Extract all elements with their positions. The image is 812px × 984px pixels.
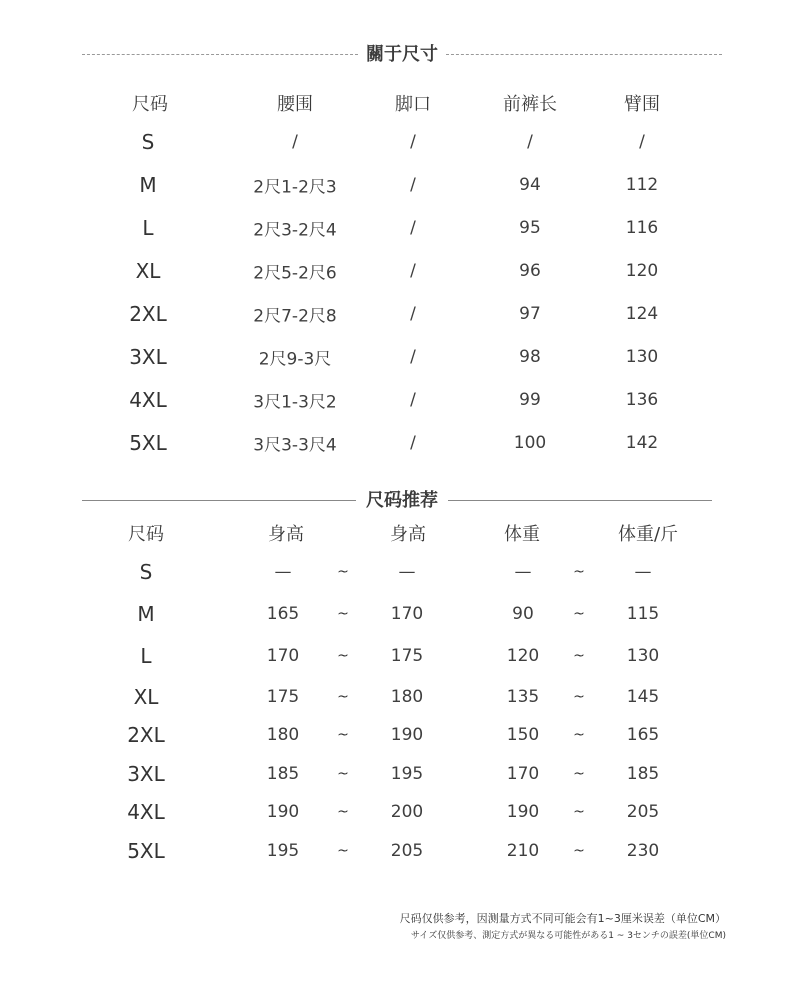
table-cell: 165 <box>626 725 660 745</box>
table-cell: / <box>410 347 416 367</box>
section2-rule-right <box>448 500 712 501</box>
header-front-length: 前裤长 <box>503 94 557 115</box>
table-cell: — <box>398 562 416 582</box>
header-height-max: 身高 <box>390 524 426 545</box>
size-label: 2XL <box>129 302 167 326</box>
table-cell: 142 <box>625 433 659 453</box>
size-label: 4XL <box>127 800 165 824</box>
section1-rule-left <box>82 54 358 55</box>
table-cell: 170 <box>390 604 424 624</box>
table-cell: 116 <box>625 218 659 238</box>
range-separator: ~ <box>337 766 349 782</box>
table-cell: 135 <box>506 687 540 707</box>
header-waist: 腰围 <box>277 94 313 115</box>
table-cell: 205 <box>626 802 660 822</box>
size-label: L <box>142 216 154 240</box>
table-cell: 150 <box>506 725 540 745</box>
range-separator: ~ <box>573 727 585 743</box>
section2-title: 尺码推荐 <box>364 486 440 512</box>
header-weight: 体重 <box>504 524 540 545</box>
table-cell: 180 <box>266 725 300 745</box>
header-size: 尺码 <box>128 524 164 545</box>
table-cell: 190 <box>506 802 540 822</box>
table-cell: 3尺3-3尺4 <box>253 435 337 456</box>
header-weight-jin: 体重/斤 <box>617 524 679 545</box>
range-separator: ~ <box>573 689 585 705</box>
range-separator: ~ <box>337 689 349 705</box>
range-separator: ~ <box>337 564 349 580</box>
range-separator: ~ <box>337 606 349 622</box>
range-separator: ~ <box>337 843 349 859</box>
table-cell: 175 <box>390 646 424 666</box>
header-hem: 脚口 <box>395 94 431 115</box>
range-separator: ~ <box>573 804 585 820</box>
range-separator: ~ <box>573 648 585 664</box>
table-cell: 100 <box>513 433 547 453</box>
table-cell: / <box>527 132 533 152</box>
size-label: 4XL <box>129 388 167 412</box>
table-cell: 96 <box>519 261 541 281</box>
table-cell: / <box>292 132 298 152</box>
table-cell: 112 <box>625 175 659 195</box>
header-height-min: 身高 <box>268 524 304 545</box>
table-cell: 2尺9-3尺 <box>258 349 332 370</box>
table-cell: 195 <box>266 841 300 861</box>
table-cell: 2尺1-2尺3 <box>253 177 337 198</box>
section1-title: 關于尺寸 <box>364 40 440 66</box>
size-label: M <box>137 602 155 626</box>
table-cell: 170 <box>266 646 300 666</box>
table-cell: / <box>410 390 416 410</box>
size-label: 3XL <box>127 762 165 786</box>
table-cell: 165 <box>266 604 300 624</box>
table-cell: 2尺5-2尺6 <box>253 263 337 284</box>
range-separator: ~ <box>573 843 585 859</box>
table-cell: / <box>410 218 416 238</box>
table-cell: 136 <box>625 390 659 410</box>
table-cell: — <box>514 562 532 582</box>
footer-note-jp: サイズ仅供参考、測定方式が異なる可能性がある1 ~ 3センチの誤差(単位CM) <box>410 931 726 941</box>
table-cell: 210 <box>506 841 540 861</box>
table-cell: 230 <box>626 841 660 861</box>
table-cell: 120 <box>506 646 540 666</box>
table-cell: 115 <box>626 604 660 624</box>
table-cell: 99 <box>519 390 541 410</box>
size-label: 5XL <box>127 839 165 863</box>
table-cell: 190 <box>266 802 300 822</box>
table-cell: / <box>639 132 645 152</box>
table-cell: 185 <box>266 764 300 784</box>
size-label: M <box>139 173 157 197</box>
size-label: 5XL <box>129 431 167 455</box>
section2-rule-left <box>82 500 356 501</box>
table-cell: — <box>634 562 652 582</box>
size-label: 2XL <box>127 723 165 747</box>
table-cell: — <box>274 562 292 582</box>
table-cell: 175 <box>266 687 300 707</box>
header-size: 尺码 <box>132 94 168 115</box>
table-cell: 98 <box>519 347 541 367</box>
table-cell: 185 <box>626 764 660 784</box>
table-cell: / <box>410 132 416 152</box>
table-cell: 124 <box>625 304 659 324</box>
table-cell: 3尺1-3尺2 <box>253 392 337 413</box>
table-cell: 90 <box>512 604 534 624</box>
table-cell: 190 <box>390 725 424 745</box>
size-label: S <box>141 130 155 154</box>
table-cell: / <box>410 304 416 324</box>
table-cell: 120 <box>625 261 659 281</box>
size-label: 3XL <box>129 345 167 369</box>
footer-note-cn: 尺码仅供参考，因测量方式不同可能会有1~3厘米误差（单位CM） <box>399 912 726 925</box>
size-label: XL <box>133 685 159 709</box>
range-separator: ~ <box>337 804 349 820</box>
header-arm: 臂围 <box>624 94 660 115</box>
table-cell: 170 <box>506 764 540 784</box>
section1-rule-right <box>446 54 722 55</box>
table-cell: 94 <box>519 175 541 195</box>
range-separator: ~ <box>337 648 349 664</box>
size-label: S <box>139 560 153 584</box>
size-label: XL <box>135 259 161 283</box>
range-separator: ~ <box>573 766 585 782</box>
table-cell: 205 <box>390 841 424 861</box>
table-cell: / <box>410 433 416 453</box>
table-cell: 95 <box>519 218 541 238</box>
table-cell: 130 <box>625 347 659 367</box>
table-cell: 2尺3-2尺4 <box>253 220 337 241</box>
table-cell: 195 <box>390 764 424 784</box>
table-cell: 130 <box>626 646 660 666</box>
table-cell: / <box>410 261 416 281</box>
range-separator: ~ <box>573 606 585 622</box>
table-cell: 180 <box>390 687 424 707</box>
size-label: L <box>140 644 152 668</box>
table-cell: / <box>410 175 416 195</box>
table-cell: 200 <box>390 802 424 822</box>
range-separator: ~ <box>573 564 585 580</box>
table-cell: 145 <box>626 687 660 707</box>
range-separator: ~ <box>337 727 349 743</box>
table-cell: 97 <box>519 304 541 324</box>
table-cell: 2尺7-2尺8 <box>253 306 337 327</box>
